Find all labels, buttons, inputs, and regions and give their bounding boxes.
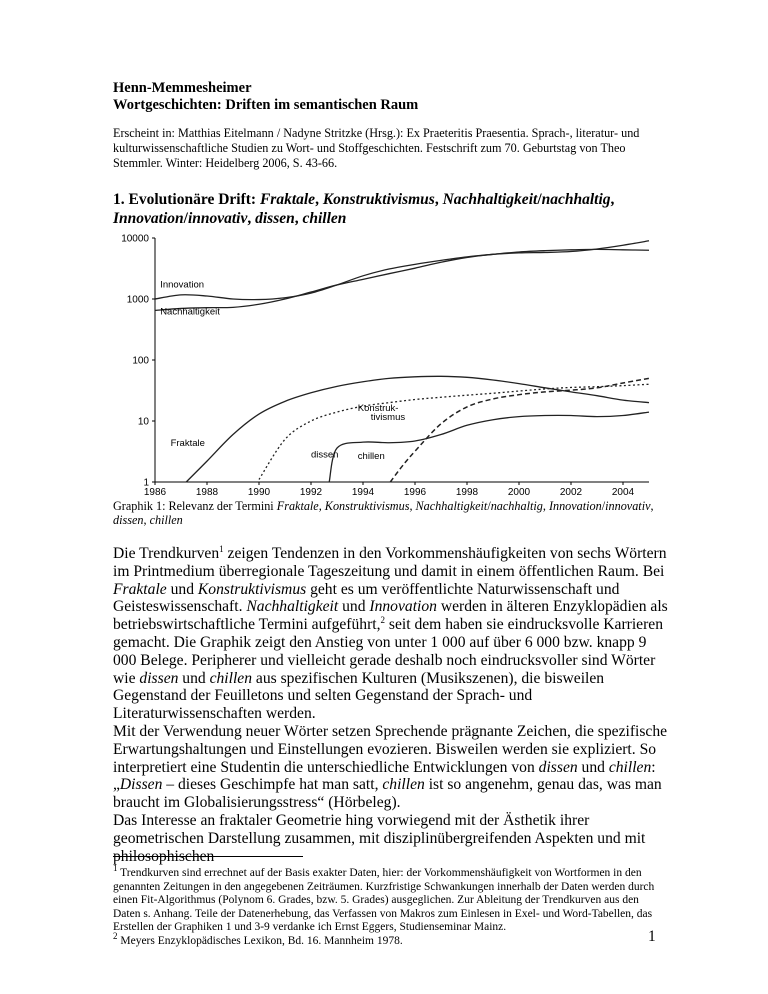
x-tick-label: 2000: [507, 487, 531, 496]
caption-terms-3: Innovation: [548, 499, 602, 513]
paragraph-3: Das Interesse an fraktaler Geometrie hing vorwiegend mit der Ästhetik ihrer geometrischen Darstellung zusammen, mit disziplinübergreifenden Aspekten und mit philosophischen: [113, 811, 646, 865]
footnote-2: [113, 931, 669, 949]
term-innovation: Innovation: [369, 598, 437, 616]
text-run: und: [338, 598, 370, 616]
series-label-konstruktivismus-2: tivismus: [370, 412, 406, 424]
series-label-chillen: chillen: [357, 450, 385, 462]
text-run: geht es um veröffentlichte Naturwissenschaft und Geisteswissenschaft.: [113, 580, 620, 616]
text-run: – dieses Geschimpfe hat man satt,: [162, 776, 383, 794]
footnote-1: [113, 863, 669, 935]
chart-frame: [155, 238, 649, 482]
x-tick-label: 2004: [611, 487, 635, 496]
text-run: und: [166, 580, 198, 598]
series-line-innovation: [155, 249, 649, 299]
heading-term-fraktale: Fraktale: [259, 191, 316, 208]
series-line-nachhaltigkeit: [155, 241, 649, 311]
section-heading-text: Evolutionäre Drift:: [128, 191, 257, 208]
x-tick-label: 1998: [455, 487, 479, 496]
x-tick-label: 1992: [299, 487, 323, 496]
caption-comma: ,: [650, 499, 654, 513]
footnote-mark-2: 2: [113, 931, 118, 942]
section-number: 1.: [113, 191, 125, 208]
caption-terms-5: dissen: [113, 513, 144, 527]
footnotes: [113, 863, 669, 949]
figure-caption: [113, 499, 669, 527]
text-run: und: [577, 758, 609, 776]
heading-term-chillen: chillen: [302, 210, 347, 227]
x-tick-label: 2002: [559, 487, 583, 496]
series-line-fraktale: [186, 376, 649, 482]
document-title: Wortgeschichten: Driften im semantischen Raum: [113, 97, 419, 113]
term-dissen: dissen: [538, 758, 578, 776]
x-tick-label: 1990: [247, 487, 271, 496]
x-tick-label: 1986: [143, 487, 167, 496]
chart-labels: [160, 279, 405, 461]
heading-term-innovation: Innovation: [113, 210, 184, 227]
caption-terms-6: chillen: [149, 513, 183, 527]
heading-term-nachhaltig: nachhaltig: [541, 191, 611, 208]
x-tick-label: 1994: [351, 487, 375, 496]
caption-terms-2: nachhaltig: [490, 499, 543, 513]
text-run: aus spezifischen Kulturen (Musikszenen), die bisweilen Gegenstand der Feuilletons und selten Gegenstand der Sprach- und Literaturwissenschaften werden.: [113, 669, 605, 723]
paragraph-2: [113, 723, 673, 812]
term-nachhaltigkeit: Nachhaltigkeit: [246, 598, 339, 616]
text-run: werden in älteren Enzyklopädien als betriebswirtschaftliche Termini aufgeführt,: [113, 598, 668, 634]
heading-term-nachhaltigkeit: Nachhaltigkeit: [442, 191, 538, 208]
author-name: Henn-Memmesheimer: [113, 80, 252, 96]
heading-term-konstruktivismus: Konstruktivismus: [322, 191, 435, 208]
text-run: zeigen Tendenzen in den Vorkommenshäufigkeiten von sechs Wörtern im Printmedium überregionale Tageszeitung und damit in einem öffentlichen Raum. Bei: [113, 545, 667, 580]
y-tick-label: 10000: [121, 233, 149, 245]
heading-term-dissen: dissen: [255, 210, 295, 227]
y-tick-label: 100: [132, 355, 149, 367]
chart-series: [155, 241, 649, 482]
caption-terms-1: Fraktale, Konstruktivismus, Nachhaltigkeit: [276, 499, 488, 513]
series-label-dissen: dissen: [311, 449, 339, 461]
term-chillen: chillen: [608, 758, 652, 776]
series-line-chillen: [390, 378, 649, 482]
text-run: Mit der Verwendung neuer Wörter setzen Sprechende prägnante Zeichen, die spezifische Erwartungshaltungen und Einstellungen evozieren. Bisweilen werden sie expliziert. So interpretiert eine Studentin die unterschiedliche Entwicklungen von: [113, 722, 668, 776]
caption-slash: /: [601, 499, 606, 513]
paragraph-1: [113, 545, 673, 723]
y-tick-label: 1: [143, 477, 149, 489]
text-run: : „: [113, 758, 656, 794]
term-chillen: chillen: [209, 669, 253, 687]
caption-prefix: Graphik 1: Relevanz der Termini: [113, 499, 277, 513]
series-line-konstruktivismus: [259, 384, 649, 479]
body-text: [113, 545, 673, 865]
term-fraktale: Fraktale: [113, 580, 167, 598]
document-header: [113, 80, 673, 114]
y-tick-label: 10: [137, 416, 149, 428]
text-run: Die Trendkurven: [113, 545, 220, 562]
trend-chart: [113, 228, 673, 496]
text-run: ist so angenehm, genau das, was man braucht im Globalisierungsstress“ (Hörbeleg).: [113, 776, 662, 812]
footnote-text-1: Trendkurven sind errechnet auf der Basis exakter Daten, hier: der Vorkommenshäufigkeit von Wortformen in den genannten Zeitungen in den angegebenen Zeiträumen. Kurzfristige Schwankungen innerhalb der Daten werden durch einen Fit-Algorithmus (Polynom 6. Grades, bzw. 5. Grades) ausgeglichen. Zur Ableitung der Trendkurven aus den Daten s. Anhang. Teile der Datenerhebung, das Verfassen von Makros zum Einlesen in Exel- und Word-Tabellen, das Erstellen der Graphiken 1 und 3-9 verdanke ich Ernst Eggers, Studienseminar Mainz.: [113, 867, 655, 934]
footnote-ref-2[interactable]: 2: [380, 615, 386, 625]
footnote-text-2: Meyers Enzyklopädisches Lexikon, Bd. 16. Mannheim 1978.: [117, 934, 403, 947]
series-label-innovation: Innovation: [160, 279, 205, 291]
footnote-ref-1[interactable]: 1: [219, 543, 224, 554]
y-tick-label: 1000: [126, 294, 149, 306]
caption-slash: /: [487, 499, 491, 513]
series-label-nachhaltigkeit: Nachhaltigkeit: [160, 306, 220, 318]
text-run: seit dem haben sie eindrucksvolle Karrieren gemacht. Die Graphik zeigt den Anstieg von unter 1 000 auf über 6 000 bzw. knapp 9 000 Belege. Peripherer und vielleicht gerade deshalb noch eindrucksvoller sind Wörter wie: [113, 616, 664, 687]
x-tick-label: 1988: [195, 487, 219, 496]
footnote-separator: [113, 856, 303, 857]
publication-citation: Erscheint in: Matthias Eitelmann / Nadyne Stritzke (Hrsg.): Ex Praeteritis Praesentia. Sprach-, literatur- und kulturwissenschaftliche Studien zu Wort- und Stoffgeschichten. Festschrift zum 70. Geburtstag von Theo Stemmler. Winter: Heidelberg 2006, S. 43-66.: [113, 126, 640, 170]
caption-comma: ,: [143, 513, 150, 527]
caption-comma: ,: [542, 499, 549, 513]
series-label-konstruktivismus-1: Konstruk-: [357, 403, 399, 415]
heading-term-innovativ: innovativ: [187, 210, 248, 227]
series-label-fraktale: Fraktale: [170, 437, 205, 449]
x-tick-label: 1996: [403, 487, 427, 496]
term-dissen-quote: Dissen: [119, 776, 163, 794]
section-heading: 1. Evolutionäre Drift: Fraktale, Konstruktivismus, Nachhaltigkeit/nachhaltig, Innovation/innovativ, dissen, chillen: [113, 191, 615, 227]
text-run: und: [178, 669, 210, 687]
term-chillen-quote: chillen: [382, 776, 425, 794]
caption-terms-4: innovativ: [605, 499, 651, 513]
footnote-mark-1: 1: [113, 863, 118, 874]
term-dissen: dissen: [139, 669, 179, 687]
term-konstruktivismus: Konstruktivismus: [197, 580, 307, 598]
page-number: 1: [648, 928, 656, 945]
